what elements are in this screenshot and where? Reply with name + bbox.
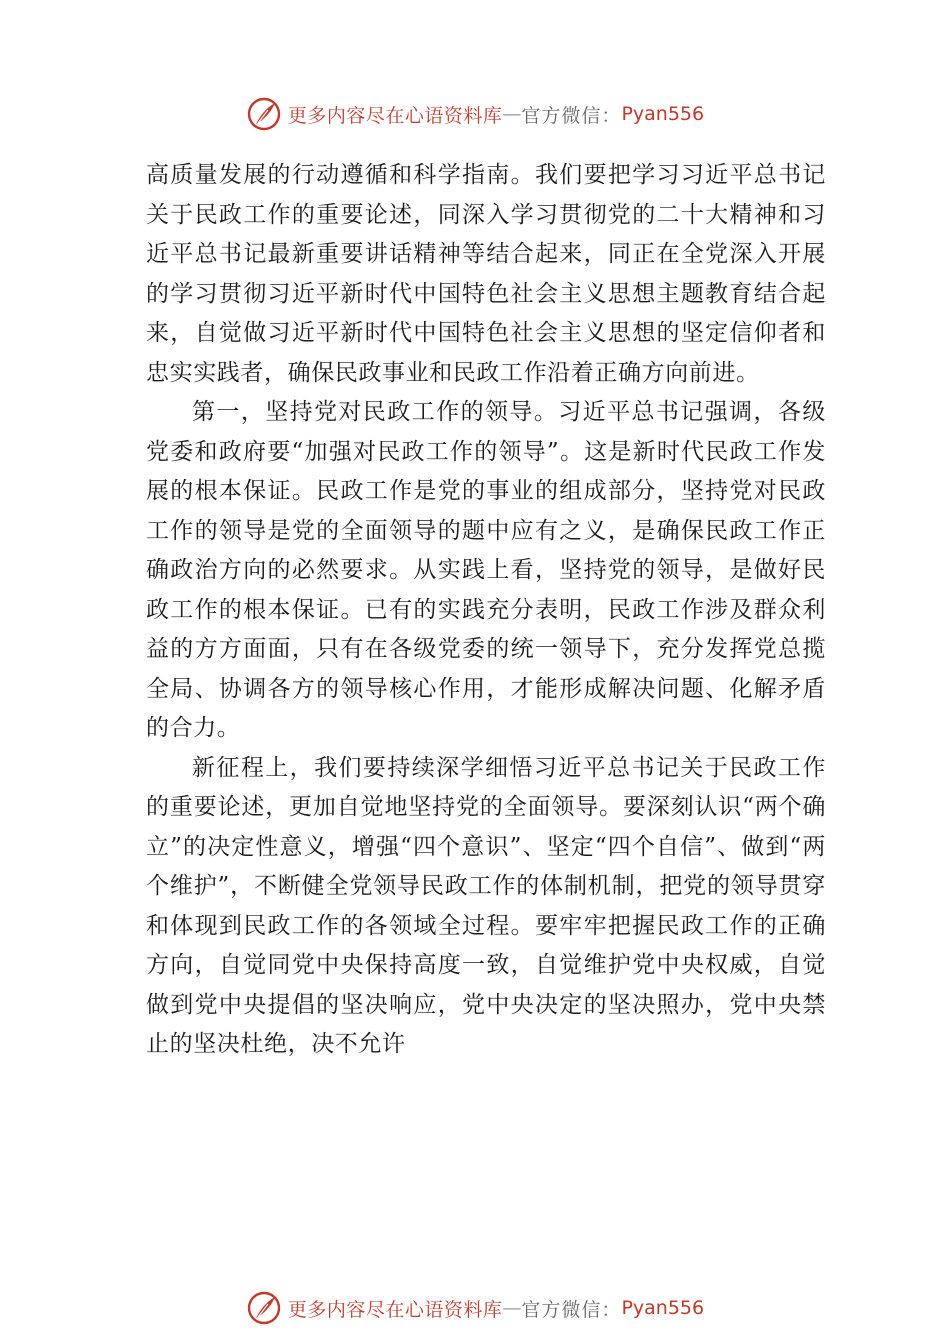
paragraph-continuation: 高质量发展的行动遵循和科学指南。我们要把学习习近平总书记关于民政工作的重要论述，同深入学习贯彻党的二十大精神和习近平总书记最新重要讲话精神等结合起来，同正在全党深入开展的学习贯彻习近平新时代中国特色社会主义思想主题教育结合起来，自觉做习近平新时代中国特色社会主义思想的坚定信仰者和忠实实践者，确保民政事业和民政工作沿着正确方向前进。 bbox=[146, 162, 826, 386]
header-watermark bbox=[0, 94, 950, 134]
watermark-dash: — bbox=[502, 103, 522, 125]
watermark-wechat-id: Pyan556 bbox=[621, 103, 705, 125]
watermark-brand: 更多内容尽在心语资料库 bbox=[287, 1298, 503, 1321]
footer-watermark bbox=[0, 1288, 950, 1328]
watermark-brand: 更多内容尽在心语资料库 bbox=[287, 104, 503, 127]
paragraph-first-point: 第一，坚持党对民政工作的领导。习近平总书记强调，各级党委和政府要“加强对民政工作的领导”。这是新时代民政工作发展的根本保证。民政工作是党的事业的组成部分，坚持党对民政工作的领导是党的全面领导的题中应有之义，是确保民政工作正确政治方向的必然要求。从实践上看，坚持党的领导，是做好民政工作的根本保证。已有的实践充分表明，民政工作涉及群众利益的方方面面，只有在各级党委的统一领导下，充分发挥党总揽全局、协调各方的领导核心作用，才能形成解决问题、化解矛盾的合力。 bbox=[146, 399, 826, 741]
watermark-channel-label: 官方微信： bbox=[521, 1298, 622, 1321]
watermark-wechat-id: Pyan556 bbox=[621, 1297, 705, 1319]
watermark-channel-label: 官方微信： bbox=[521, 104, 622, 127]
feather-pen-seal-icon bbox=[246, 96, 282, 132]
feather-pen-seal-icon bbox=[246, 1290, 282, 1326]
document-body bbox=[146, 156, 826, 1065]
paragraph-new-journey: 新征程上，我们要持续深学细悟习近平总书记关于民政工作的重要论述，更加自觉地坚持党的全面领导。要深刻认识“两个确立”的决定性意义，增强“四个意识”、坚定“四个自信”、做到“两个维护”，不断健全党领导民政工作的体制机制，把党的领导贯穿和体现到民政工作的各领域全过程。要牢牢把握民政工作的正确方向，自觉同党中央保持高度一致，自觉维护党中央权威，自觉做到党中央提倡的坚决响应，党中央决定的坚决照办，党中央禁止的坚决杜绝，决不允许 bbox=[146, 754, 826, 1057]
watermark-dash: — bbox=[502, 1297, 522, 1319]
